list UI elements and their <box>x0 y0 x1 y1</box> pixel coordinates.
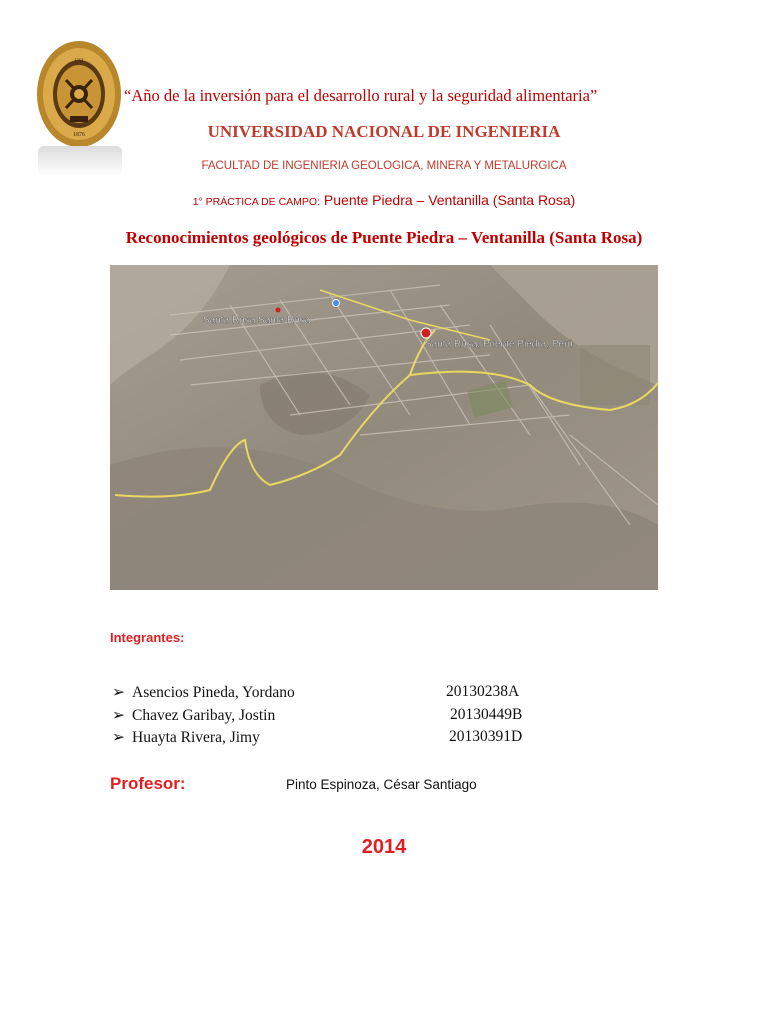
map-label-secondary: Santa Rosa Santa Rosa <box>203 315 311 326</box>
faculty-name: FACULTAD DE INGENIERIA GEOLOGICA, MINERA Y METALURGICA <box>201 160 567 172</box>
practice-prefix: 1° PRÁCTICA DE CAMPO: <box>192 196 321 208</box>
bullet-arrow-icon: ➢ <box>112 707 125 724</box>
member-row <box>112 706 275 725</box>
report-title: Reconocimientos geológicos de Puente Piedra – Ventanilla (Santa Rosa) <box>125 228 643 247</box>
member-code: 20130391D <box>449 728 523 745</box>
seal-letters: UNI <box>74 59 84 64</box>
members-heading: Integrantes: <box>110 630 185 645</box>
bullet-arrow-icon: ➢ <box>112 684 125 701</box>
member-name: Chavez Garibay, Jostin <box>132 707 276 724</box>
member-row <box>112 683 295 702</box>
bullet-arrow-icon: ➢ <box>112 729 125 746</box>
member-name: Huayta Rivera, Jimy <box>132 729 260 746</box>
national-year-motto: “Año de la inversión para el desarrollo rural y la seguridad alimentaria” <box>124 86 598 105</box>
member-row <box>112 728 260 747</box>
field-practice-line <box>0 192 768 210</box>
professor-label: Profesor: <box>110 774 186 793</box>
professor-name: Pinto Espinoza, César Santiago <box>286 777 477 792</box>
practice-place: Puente Piedra – Ventanilla (Santa Rosa) <box>320 192 576 208</box>
member-code: 20130238A <box>446 683 520 700</box>
report-year: 2014 <box>361 836 407 858</box>
seal-year: 1876 <box>73 132 85 138</box>
member-name: Asencios Pineda, Yordano <box>132 684 295 701</box>
map-label-primary: Santa Rosa, Puente Piedra, Perú <box>425 339 573 350</box>
satellite-map-image <box>110 265 658 590</box>
university-name: UNIVERSIDAD NACIONAL DE INGENIERIA <box>207 122 561 141</box>
member-code: 20130449B <box>450 706 523 723</box>
